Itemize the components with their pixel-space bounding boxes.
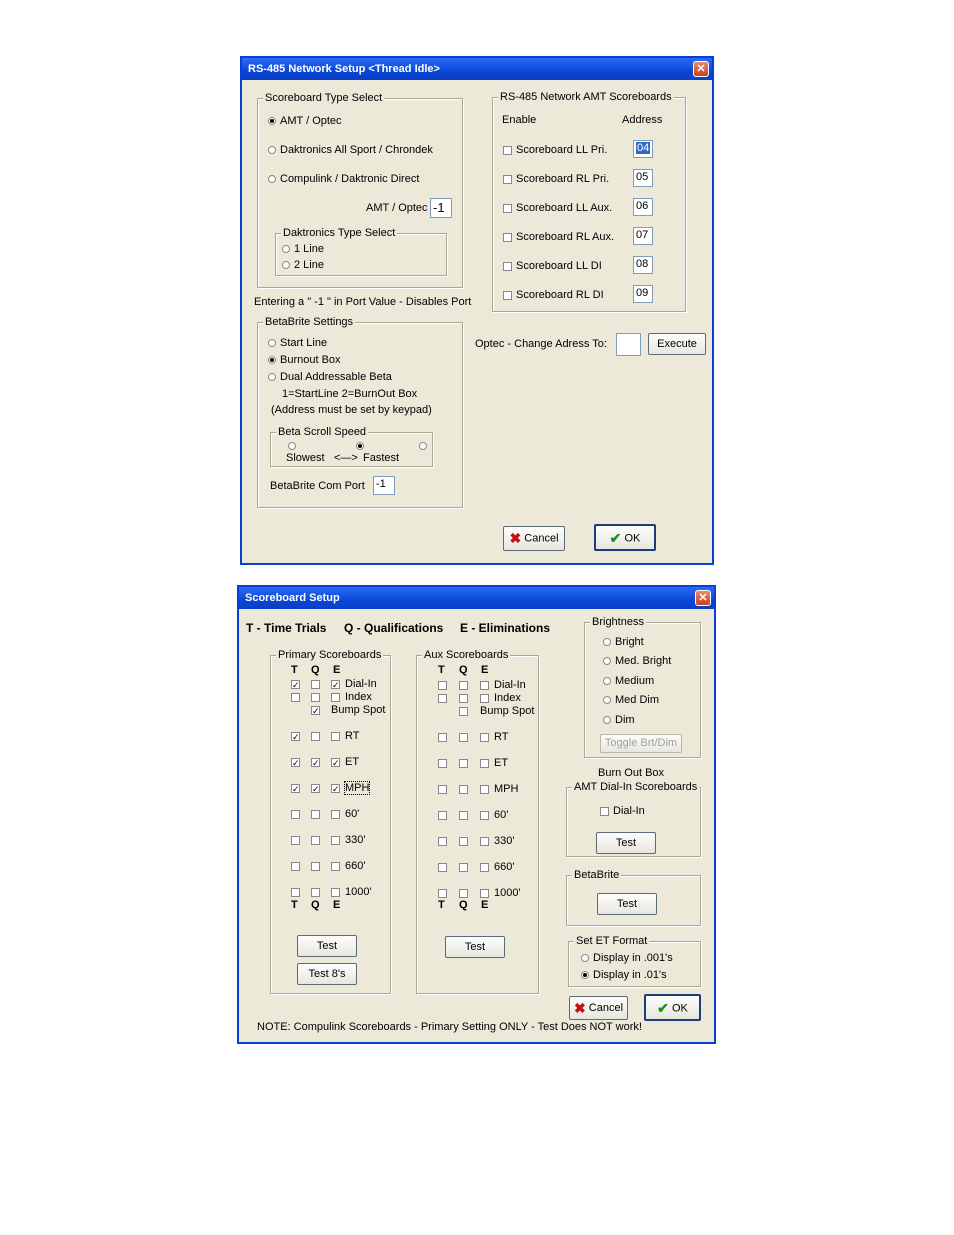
primary-1000-label: 1000' xyxy=(345,886,372,898)
execute-button[interactable]: Execute xyxy=(648,333,706,355)
aux-et-label: ET xyxy=(494,757,509,769)
aux-660-e[interactable] xyxy=(480,863,489,872)
aux-col-footer-e: E xyxy=(481,899,489,911)
aux-330-t[interactable] xyxy=(438,837,447,846)
betabrite-legend: BetaBrite xyxy=(574,869,620,881)
col-header-q: Q xyxy=(311,664,320,676)
aux-col-footer-q: Q xyxy=(459,899,468,911)
aux-1000-t[interactable] xyxy=(438,889,447,898)
aux-rt-e[interactable] xyxy=(480,733,489,742)
aux-mph-label: MPH xyxy=(494,783,519,795)
aux-rt-t[interactable] xyxy=(438,733,447,742)
aux-index-label: Index xyxy=(494,692,521,704)
aux-1000-q[interactable] xyxy=(459,889,468,898)
beta-scroll-speed-group xyxy=(270,426,433,467)
primary-330-label: 330' xyxy=(345,834,366,846)
primary-bumpspot-label: Bump Spot xyxy=(331,704,386,716)
col-header-t: T xyxy=(291,664,298,676)
burnout-test-button[interactable]: Test xyxy=(596,832,656,854)
heading-eliminations: E - Eliminations xyxy=(460,621,551,635)
primary-et-q[interactable] xyxy=(311,758,320,767)
primary-mph-t[interactable] xyxy=(291,784,300,793)
primary-index-q[interactable] xyxy=(311,693,320,702)
enable-rl-di[interactable]: Scoreboard RL DI xyxy=(503,289,604,301)
primary-1000-e[interactable] xyxy=(331,888,340,897)
aux-60-e[interactable] xyxy=(480,811,489,820)
aux-et-e[interactable] xyxy=(480,759,489,768)
speed-fastest-label: Fastest xyxy=(363,452,400,464)
aux-660-q[interactable] xyxy=(459,863,468,872)
aux-660-label: 660' xyxy=(494,861,515,873)
primary-test-button[interactable]: Test xyxy=(297,935,357,957)
radio-display-01[interactable]: Display in .01's xyxy=(581,969,667,981)
radio-start-line[interactable]: Start Line xyxy=(268,337,327,349)
primary-et-e[interactable] xyxy=(331,758,340,767)
et-format-legend: Set ET Format xyxy=(576,935,648,947)
col-header-e: E xyxy=(333,664,341,676)
aux-60-q[interactable] xyxy=(459,811,468,820)
primary-legend: Primary Scoreboards xyxy=(278,649,382,661)
ok-button[interactable]: ✔ OK xyxy=(594,524,656,551)
enable-rl-pri[interactable]: Scoreboard RL Pri. xyxy=(503,173,609,185)
address-rl-pri[interactable]: 05 xyxy=(633,169,653,187)
primary-test8-button[interactable]: Test 8's xyxy=(297,963,357,985)
col-footer-t: T xyxy=(291,899,298,911)
beta-scroll-speed-legend: Beta Scroll Speed xyxy=(278,426,367,438)
address-rl-di[interactable]: 09 xyxy=(633,285,653,303)
primary-rt-q[interactable] xyxy=(311,732,320,741)
primary-rt-e[interactable] xyxy=(331,732,340,741)
cancel-x-icon: ✖ xyxy=(509,530,522,546)
rs485-setup-dialog xyxy=(240,56,714,565)
aux-scoreboards-group xyxy=(416,649,539,994)
betabrite-note-2: (Address must be set by keypad) xyxy=(271,404,432,416)
betabrite-legend: BetaBrite Settings xyxy=(265,316,354,328)
enable-ll-di[interactable]: Scoreboard LL DI xyxy=(503,260,602,272)
aux-rt-q[interactable] xyxy=(459,733,468,742)
aux-index-q[interactable] xyxy=(459,694,468,703)
aux-60-t[interactable] xyxy=(438,811,447,820)
cancel-button[interactable]: ✖ Cancel xyxy=(569,996,628,1020)
aux-dialin-t[interactable] xyxy=(438,681,447,690)
aux-col-header-e: E xyxy=(481,664,489,676)
primary-60-q[interactable] xyxy=(311,810,320,819)
aux-legend: Aux Scoreboards xyxy=(424,649,509,661)
aux-mph-q[interactable] xyxy=(459,785,468,794)
scoreboard-setup-dialog xyxy=(237,585,716,1044)
primary-rt-label: RT xyxy=(345,730,360,742)
address-ll-aux[interactable]: 06 xyxy=(633,198,653,216)
heading-time-trials: T - Time Trials xyxy=(246,621,327,635)
speed-slowest-radio[interactable] xyxy=(288,442,296,450)
radio-1-line[interactable]: 1 Line xyxy=(282,243,324,255)
radio-burnout-box[interactable]: Burnout Box xyxy=(268,354,341,366)
aux-bumpspot-e[interactable] xyxy=(459,707,468,716)
primary-index-t[interactable] xyxy=(291,693,300,702)
aux-dialin-q[interactable] xyxy=(459,681,468,690)
aux-col-header-t: T xyxy=(438,664,445,676)
speed-slowest-label: Slowest xyxy=(286,452,325,464)
speed-arrow: <—> xyxy=(334,452,358,464)
primary-660-t[interactable] xyxy=(291,862,300,871)
optec-change-label: Optec - Change Adress To: xyxy=(475,338,607,350)
primary-60-label: 60' xyxy=(345,808,360,820)
betabrite-settings-group xyxy=(257,316,463,508)
enable-rl-aux[interactable]: Scoreboard RL Aux. xyxy=(503,231,614,243)
primary-index-label: Index xyxy=(345,691,372,703)
radio-compulink[interactable]: Compulink / Daktronic Direct xyxy=(268,173,419,185)
primary-mph-label: MPH xyxy=(345,782,370,794)
enable-ll-aux[interactable]: Scoreboard LL Aux. xyxy=(503,202,612,214)
compulink-note: NOTE: Compulink Scoreboards - Primary Setting ONLY - Test Does NOT work! xyxy=(257,1021,642,1033)
aux-60-label: 60' xyxy=(494,809,509,821)
amt-legend: RS-485 Network AMT Scoreboards xyxy=(500,91,672,103)
speed-medium-radio[interactable] xyxy=(356,442,364,450)
dialog-title: RS-485 Network Setup <Thread Idle> xyxy=(242,58,712,80)
radio-dual-addressable[interactable]: Dual Addressable Beta xyxy=(268,371,392,383)
primary-et-label: ET xyxy=(345,756,360,768)
ok-check-icon: ✔ xyxy=(657,1000,669,1016)
amt-scoreboards-group xyxy=(492,91,686,312)
betabrite-note-1: 1=StartLine 2=BurnOut Box xyxy=(282,388,418,400)
aux-660-t[interactable] xyxy=(438,863,447,872)
toggle-brt-dim-button[interactable]: Toggle Brt/Dim xyxy=(600,734,682,753)
primary-60-t[interactable] xyxy=(291,810,300,819)
aux-index-e[interactable] xyxy=(480,694,489,703)
radio-bright[interactable]: Bright xyxy=(603,636,644,648)
betabrite-test-button[interactable]: Test xyxy=(597,893,657,915)
scoreboard-type-group xyxy=(257,92,463,288)
aux-test-button[interactable]: Test xyxy=(445,936,505,958)
aux-rt-label: RT xyxy=(494,731,509,743)
primary-1000-t[interactable] xyxy=(291,888,300,897)
aux-et-q[interactable] xyxy=(459,759,468,768)
aux-bumpspot-label: Bump Spot xyxy=(480,705,535,717)
primary-330-e[interactable] xyxy=(331,836,340,845)
close-icon[interactable]: ✕ xyxy=(693,61,709,77)
radio-2-line[interactable]: 2 Line xyxy=(282,259,324,271)
aux-col-header-q: Q xyxy=(459,664,468,676)
betabrite-com-label: BetaBrite Com Port xyxy=(270,480,365,492)
aux-1000-label: 1000' xyxy=(494,887,521,899)
aux-index-t[interactable] xyxy=(438,694,447,703)
aux-1000-e[interactable] xyxy=(480,889,489,898)
primary-660-q[interactable] xyxy=(311,862,320,871)
speed-fastest-radio[interactable] xyxy=(419,442,427,450)
radio-dim[interactable]: Dim xyxy=(603,714,635,726)
optec-address-input[interactable] xyxy=(616,333,641,356)
brightness-legend: Brightness xyxy=(592,616,644,628)
primary-660-label: 660' xyxy=(345,860,366,872)
port-note: Entering a " -1 " in Port Value - Disables Port xyxy=(254,296,472,308)
primary-1000-q[interactable] xyxy=(311,888,320,897)
aux-330-e[interactable] xyxy=(480,837,489,846)
primary-bumpspot-e[interactable] xyxy=(311,706,320,715)
heading-qualifications: Q - Qualifications xyxy=(344,621,444,635)
amt-port-label: AMT / Optec xyxy=(366,202,428,214)
betabrite-com-input[interactable]: -1 xyxy=(373,476,395,495)
primary-660-e[interactable] xyxy=(331,862,340,871)
primary-index-e[interactable] xyxy=(331,693,340,702)
aux-330-q[interactable] xyxy=(459,837,468,846)
primary-scoreboards-group xyxy=(270,649,391,994)
primary-dialin-e[interactable] xyxy=(331,680,340,689)
radio-daktronics[interactable]: Daktronics All Sport / Chrondek xyxy=(268,144,433,156)
close-icon[interactable]: ✕ xyxy=(695,590,711,606)
primary-mph-q[interactable] xyxy=(311,784,320,793)
burnout-group xyxy=(566,781,701,857)
primary-330-q[interactable] xyxy=(311,836,320,845)
daktronics-type-legend: Daktronics Type Select xyxy=(283,227,396,239)
brightness-group xyxy=(584,616,701,758)
col-footer-q: Q xyxy=(311,899,320,911)
primary-rt-t[interactable] xyxy=(291,732,300,741)
enable-header: Enable xyxy=(502,114,537,126)
amt-port-input[interactable]: -1 xyxy=(430,198,452,218)
ok-button[interactable]: ✔ OK xyxy=(644,994,701,1021)
aux-dialin-e[interactable] xyxy=(480,681,489,690)
aux-330-label: 330' xyxy=(494,835,515,847)
primary-mph-e[interactable] xyxy=(331,784,340,793)
primary-dialin-label: Dial-In xyxy=(345,678,377,690)
et-format-group xyxy=(568,935,701,987)
address-ll-pri[interactable]: 04 xyxy=(633,140,653,158)
radio-med-bright[interactable]: Med. Bright xyxy=(603,655,671,667)
aux-mph-e[interactable] xyxy=(480,785,489,794)
radio-medium[interactable]: Medium xyxy=(603,675,654,687)
aux-col-footer-t: T xyxy=(438,899,445,911)
burnout-legend: AMT Dial-In Scoreboards xyxy=(574,781,698,793)
cancel-button[interactable]: ✖ Cancel xyxy=(503,526,565,551)
primary-dialin-q[interactable] xyxy=(311,680,320,689)
enable-ll-pri[interactable]: Scoreboard LL Pri. xyxy=(503,144,607,156)
cancel-x-icon: ✖ xyxy=(573,1000,586,1017)
col-footer-e: E xyxy=(333,899,341,911)
primary-330-t[interactable] xyxy=(291,836,300,845)
burnout-dialin-checkbox[interactable]: Dial-In xyxy=(600,805,645,817)
address-header: Address xyxy=(622,114,663,126)
daktronics-type-group xyxy=(275,227,447,276)
primary-et-t[interactable] xyxy=(291,758,300,767)
primary-dialin-t[interactable] xyxy=(291,680,300,689)
primary-60-e[interactable] xyxy=(331,810,340,819)
aux-mph-t[interactable] xyxy=(438,785,447,794)
radio-amt-optec[interactable]: AMT / Optec xyxy=(268,115,342,127)
burnout-box-title: Burn Out Box xyxy=(598,767,665,779)
dialog-title: Scoreboard Setup xyxy=(239,587,714,609)
aux-dialin-label: Dial-In xyxy=(494,679,526,691)
radio-med-dim[interactable]: Med Dim xyxy=(603,694,659,706)
address-rl-aux[interactable]: 07 xyxy=(633,227,653,245)
scoreboard-type-legend: Scoreboard Type Select xyxy=(265,92,383,104)
radio-display-001[interactable]: Display in .001's xyxy=(581,952,673,964)
aux-et-t[interactable] xyxy=(438,759,447,768)
ok-check-icon: ✔ xyxy=(609,530,622,546)
betabrite-group xyxy=(566,869,701,926)
address-ll-di[interactable]: 08 xyxy=(633,256,653,274)
